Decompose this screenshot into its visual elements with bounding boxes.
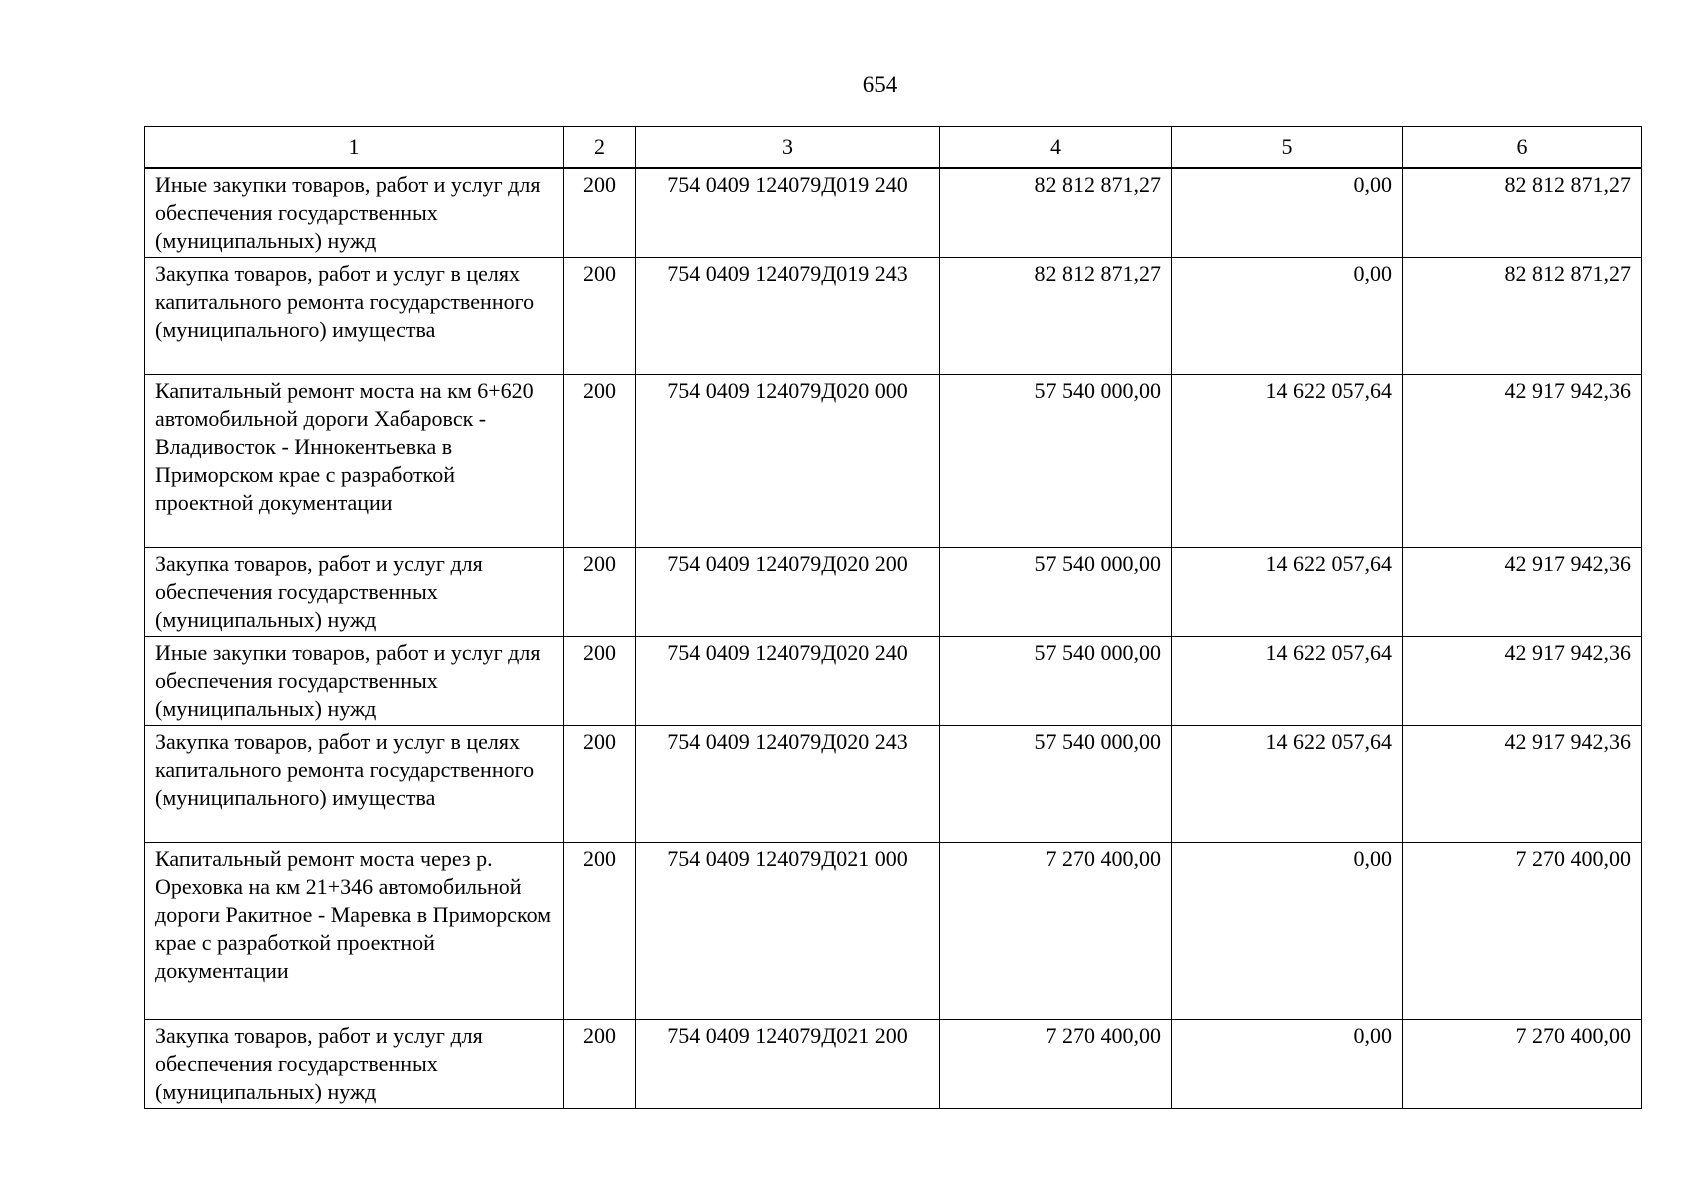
budget-classification-cell: 754 0409 124079Д020 243 xyxy=(636,726,940,843)
budget-classification-cell: 754 0409 124079Д019 240 xyxy=(636,168,940,258)
item-code-cell: 200 xyxy=(564,548,636,637)
budget-classification-cell: 754 0409 124079Д020 240 xyxy=(636,637,940,726)
amount-cell: 82 812 871,27 xyxy=(1403,168,1642,258)
budget-classification-cell: 754 0409 124079Д020 200 xyxy=(636,548,940,637)
table-row xyxy=(145,548,1642,637)
column-header: 6 xyxy=(1403,127,1642,169)
table-row xyxy=(145,843,1642,1020)
column-header: 1 xyxy=(145,127,564,169)
item-name-cell: Иные закупки товаров, работ и услуг для обеспечения государственных (муниципальных) нужд xyxy=(145,637,564,726)
budget-table xyxy=(144,126,1642,1109)
item-name-cell: Закупка товаров, работ и услуг для обеспечения государственных (муниципальных) нужд xyxy=(145,548,564,637)
item-code-cell: 200 xyxy=(564,168,636,258)
amount-cell: 0,00 xyxy=(1172,843,1403,1020)
budget-classification-cell: 754 0409 124079Д019 243 xyxy=(636,258,940,375)
table-row xyxy=(145,726,1642,843)
item-code-cell: 200 xyxy=(564,1020,636,1109)
item-code-cell: 200 xyxy=(564,726,636,843)
amount-cell: 14 622 057,64 xyxy=(1172,637,1403,726)
item-code-cell: 200 xyxy=(564,843,636,1020)
amount-cell: 7 270 400,00 xyxy=(1403,843,1642,1020)
item-code-cell: 200 xyxy=(564,375,636,548)
amount-cell: 14 622 057,64 xyxy=(1172,375,1403,548)
item-name-cell: Закупка товаров, работ и услуг в целях капитального ремонта государственного (муниципального) имущества xyxy=(145,726,564,843)
table-row xyxy=(145,168,1642,258)
table-row xyxy=(145,258,1642,375)
amount-cell: 42 917 942,36 xyxy=(1403,726,1642,843)
amount-cell: 7 270 400,00 xyxy=(940,843,1172,1020)
table-row xyxy=(145,1020,1642,1109)
amount-cell: 7 270 400,00 xyxy=(1403,1020,1642,1109)
item-name-cell: Капитальный ремонт моста через р. Ореховка на км 21+346 автомобильной дороги Ракитное - Маревка в Приморском крае с разработкой проектной документации xyxy=(145,843,564,1020)
item-name-cell: Иные закупки товаров, работ и услуг для обеспечения государственных (муниципальных) нужд xyxy=(145,168,564,258)
amount-cell: 42 917 942,36 xyxy=(1403,637,1642,726)
amount-cell: 82 812 871,27 xyxy=(1403,258,1642,375)
column-header: 4 xyxy=(940,127,1172,169)
budget-classification-cell: 754 0409 124079Д020 000 xyxy=(636,375,940,548)
table-row xyxy=(145,375,1642,548)
column-header: 5 xyxy=(1172,127,1403,169)
amount-cell: 57 540 000,00 xyxy=(940,548,1172,637)
amount-cell: 14 622 057,64 xyxy=(1172,548,1403,637)
amount-cell: 42 917 942,36 xyxy=(1403,375,1642,548)
item-name-cell: Закупка товаров, работ и услуг в целях капитального ремонта государственного (муниципального) имущества xyxy=(145,258,564,375)
amount-cell: 57 540 000,00 xyxy=(940,726,1172,843)
budget-classification-cell: 754 0409 124079Д021 200 xyxy=(636,1020,940,1109)
column-header: 3 xyxy=(636,127,940,169)
amount-cell: 7 270 400,00 xyxy=(940,1020,1172,1109)
amount-cell: 14 622 057,64 xyxy=(1172,726,1403,843)
amount-cell: 57 540 000,00 xyxy=(940,375,1172,548)
amount-cell: 82 812 871,27 xyxy=(940,168,1172,258)
item-code-cell: 200 xyxy=(564,637,636,726)
amount-cell: 42 917 942,36 xyxy=(1403,548,1642,637)
amount-cell: 0,00 xyxy=(1172,258,1403,375)
item-code-cell: 200 xyxy=(564,258,636,375)
amount-cell: 57 540 000,00 xyxy=(940,637,1172,726)
item-name-cell: Капитальный ремонт моста на км 6+620 автомобильной дороги Хабаровск - Владивосток - Иннокентьевка в Приморском крае с разработкой проектной документации xyxy=(145,375,564,548)
amount-cell: 82 812 871,27 xyxy=(940,258,1172,375)
column-header: 2 xyxy=(564,127,636,169)
table-row xyxy=(145,637,1642,726)
page-number: 654 xyxy=(862,72,898,97)
budget-classification-cell: 754 0409 124079Д021 000 xyxy=(636,843,940,1020)
amount-cell: 0,00 xyxy=(1172,168,1403,258)
amount-cell: 0,00 xyxy=(1172,1020,1403,1109)
table-header-row xyxy=(145,127,1642,169)
item-name-cell: Закупка товаров, работ и услуг для обеспечения государственных (муниципальных) нужд xyxy=(145,1020,564,1109)
